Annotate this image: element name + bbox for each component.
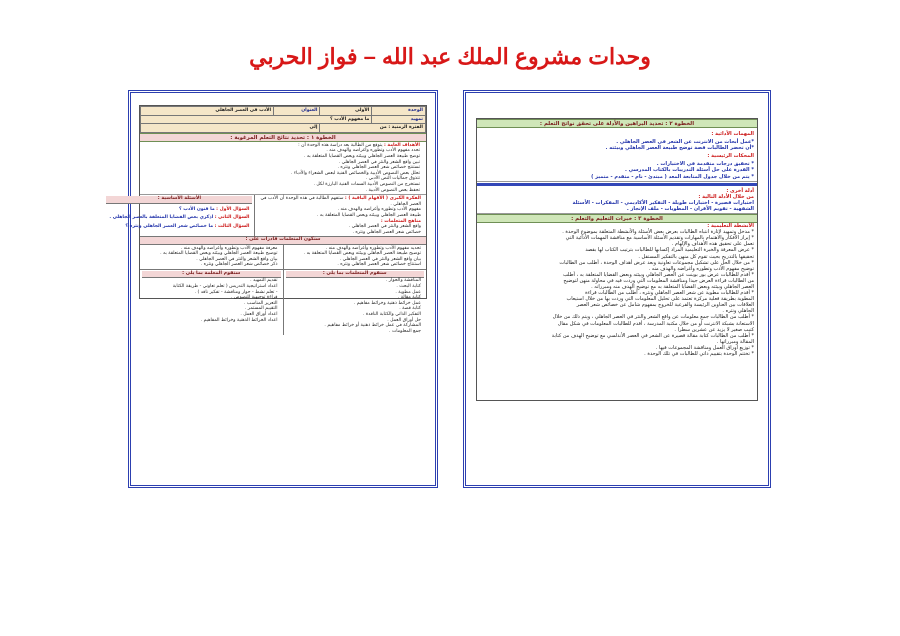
list-item: مناهج المتعلمات : [380, 218, 421, 224]
list-item: معرفة مفهوم الأدب وتطوره وأغراضه والهدف منه . [180, 245, 278, 251]
list-item: كتيب صغير لا يزيد عن عشرين سطرا . [674, 326, 754, 333]
teacher-role-block [140, 270, 284, 335]
list-item: * أطلب من الطالبات جمع معلومات عن واقع الشعر والنثر في العصر الجاهلي ، ويتم ذلك من خلال [552, 314, 754, 321]
step3-header: الخطوة ٢ : تحديد البراهين والأدلة على تحقق نواتج التعلم : [477, 119, 757, 128]
list-item: تحفظ بعض النصوص الأدبية . [365, 187, 420, 193]
performance-tasks-block [477, 128, 757, 182]
step1-header: الخطوة ١ : تحديد نتائج التعلم المرغوبة : [140, 133, 426, 142]
list-item: التفكير الذاتي والكتابة الناقدة . [362, 312, 421, 318]
unit-value: الأولى [320, 107, 372, 116]
question-text: اذكري بعض القضايا المتعلقة بالعصر الجاهلي . [109, 215, 214, 221]
list-item: كتابة مقالة . [397, 295, 421, 301]
list-item: كتابة قصة . [399, 306, 421, 312]
question-text: ما فنون الأدب ؟ [179, 206, 215, 212]
list-item: * تحقيق درجات متقدمة في الاختبارات . [656, 161, 754, 168]
question-label: السؤال الثاني : [214, 215, 250, 221]
list-item: كتابة البحث . [396, 284, 421, 290]
list-item: تستخرج من النصوص الأدبية السمات الفنية البارزة لكل . [313, 181, 420, 187]
period-to: إلى [141, 124, 320, 133]
list-item: تعمل على تحقيق هذه الأهداف والإلهام . [671, 241, 754, 248]
list-item: حل أوراق العمل . [387, 317, 421, 323]
list-item: المقالة ومبرراتها . [716, 338, 754, 345]
question-label: السؤال الثالث : [214, 223, 250, 229]
list-item: عمل مطوية . [395, 289, 421, 295]
list-item: توضيح طبيعة العصر الجاهلي وبيئته وبعض القضايا المتعلقة به . [303, 251, 421, 257]
list-item: توضح طبيعة العصر الجاهلي وبيئته وبعض القضايا المتعلقة به . [304, 153, 420, 159]
teacher-header: ستقوم المعلمة بما يلي : [142, 271, 281, 278]
evidence-sheet [463, 90, 771, 488]
list-item: بيان واقع الشعر والنثر في العصر الجاهلي . [196, 256, 278, 262]
list-item: عمل خرائط ذهنية وخرائط مفاهيم . [353, 300, 421, 306]
unit-plan-sheet [109, 90, 438, 488]
list-item: تستنتج خصائص شعر العصر الجاهلي ونثره . [337, 165, 420, 171]
list-item: توضيح مفهوم الأدب وتطوره وأغراضه والهدف منه . [648, 265, 754, 272]
list-item: العصر الجاهلي . [390, 201, 421, 207]
able-header: ستكون المتعلمات قادرات على : [140, 237, 426, 244]
list-item: * أقدم للطالبات مطوية عن شعر العصر الجاهلي ونثره ، أطلب من الطالبات قراءة [585, 290, 754, 297]
understanding-title: الفكرة الكبرى ( الأفهام الباقية ) : [344, 196, 421, 202]
general-goals-intro: يتوقع من الطالبة بعد دراسة هذه الوحدة أن : [298, 142, 383, 148]
list-item: الاستعانة بشبكة الانترنت أو من خلال مكتبة المدرسة ، أقدم للطالبات المعلومات في شكل مقال [557, 320, 754, 327]
list-item: * تختتم الوحدة بتقييم ذاتي للطالبات في تلك الوحدة . [644, 351, 754, 357]
list-item: تحدد مفهوم الأدب وتطوره وأغراضه والهدف منه . [326, 148, 420, 154]
essential-questions-block [104, 195, 255, 236]
list-item: * أطلب من الطالبات كتابة مقالة قصيرة عن الشعر في العصر الأندلسي مع توضيح الهدف من كتابة [551, 332, 754, 339]
list-item: ذكر خصائص شعر العصر الجاهلي ونثره . [200, 262, 278, 268]
list-item: * مدخل وتمهيد لإثارة انتباه الطالبات بعرض بعض الأسئلة والأنشطة المتعلقة بموضوع الوحدة . [562, 229, 754, 236]
list-item: - تعلم نشط - حوار ومناقشة - تفكير ناقد ) . [194, 289, 278, 295]
list-item: واقع الشعر والنثر في العصر الجاهلي . [348, 224, 421, 230]
list-item: * عرض المعرفة والخبرة التعليمية المراد إكسابها للطالبات بترتيب الكتاب لها بقصد [585, 247, 754, 254]
general-goals-block [140, 142, 426, 195]
lesson-label: تمهيد [372, 115, 426, 124]
list-item: تبين واقع الشعر والنثر في العصر الجاهلي . [338, 159, 420, 165]
title-value: الأدب في العصر الجاهلي [141, 107, 274, 116]
understanding-intro: ستفهم الطالبة في هذه الوحدة أن الأدب في [260, 196, 344, 202]
performance-tasks-title: المهمات الأدائية : [711, 131, 754, 137]
list-item: اختبارات قصيرة - اختبارات طويلة - التفكير الأكاديمي - المفكرات - الأسئلة [572, 199, 754, 206]
list-item: اعداد أوراق العمل . [240, 312, 278, 318]
other-evidence-title: أدلة أخرى : [726, 187, 754, 194]
unit-label: الوحدة [372, 107, 426, 116]
question-text: ما خصائص شعر العصر الجاهلي ونثره ؟ [125, 223, 214, 229]
list-item: * إبراز الأفكار والاهتمام بالمهارات وتقديم الأسئلة الأساسية مع مناقشة المهمات الأدائية التي [565, 235, 754, 242]
other-evidence-block [477, 187, 757, 214]
list-item: خصائص شعر العصر الجاهلي ونثره . [352, 229, 421, 235]
list-item: طبيعة العصر الجاهلي وبيئته وبعض القضايا المتعلقة به . [317, 212, 421, 218]
step4-header: الخطوة ٣ : خبرات التعليم والتعلم : [477, 214, 757, 223]
divider [477, 183, 757, 186]
questions-understanding-row [109, 195, 426, 237]
list-item: *أن تحضر الطالبات قصة توضح طبيعة العصر الجاهلي وبيئته . [605, 145, 754, 152]
list-item: اعداد استراتيجية التدريس ( تعلم تعاوني - طريقة الكتابة [172, 284, 278, 290]
list-item: التعزيز المناسب . [244, 300, 278, 306]
roles-row [140, 270, 426, 335]
activities-block [477, 223, 757, 357]
able-left [140, 245, 284, 269]
list-item: * توزيع أوراق العمل ومناقشة المجموعات فيها . [655, 344, 754, 351]
student-header: ستقوم المتعلمات بما يلي : [286, 271, 425, 278]
list-item: تتذوق جماليات النص الأدبي . [365, 176, 420, 182]
list-item: * القدرة على حل أسئلة التدريبات بالكتاب المدرسي . [624, 167, 754, 174]
lesson-value: ما مفهوم الأدب ؟ [141, 115, 372, 124]
page-title: وحدات مشروع الملك عبد الله – فواز الحربي [249, 44, 651, 69]
list-item: توضيح طبيعة العصر الجاهلي وبيئته وبعض القضايا المتعلقة به . [160, 251, 278, 257]
list-item: مفهوم الأدب وتطوره وأغراضه والهدف منه . [337, 207, 421, 213]
list-item: * من خلال الحل على تشكيل مجموعات تعاونية وبعد عرض أهداف الوحدة ، أطلب من الطالبات [559, 259, 754, 266]
other-evidence-subtitle: من خلال الأدلة التالية : [698, 193, 754, 200]
evidence-table [476, 118, 758, 401]
essential-questions-header: الأسئلة الأساسية : [106, 196, 252, 203]
list-item: استنتاج خصائص شعر العصر الجاهلي ونثره . [337, 262, 421, 268]
criteria-title: المحكات الرئيسية : [707, 153, 754, 160]
list-item: جمع المعلومات . [389, 328, 421, 334]
general-goals-title: الأهداف العامة : [383, 142, 420, 148]
list-item: الجاهلي ونثره . [722, 308, 754, 315]
list-item: بيان واقع الشعر والنثر في العصر الجاهلي . [339, 256, 421, 262]
list-item: تحقيقها بالتدريج بحيث تقوم كل منهن بالتفكير المستقل . [638, 253, 754, 260]
list-item: الشفهية - تقويم الأقران - المطويات - ملف الإنجاز . [626, 205, 754, 212]
list-item: * أقدم للطالبات عرض بور بوينت عن العصر الجاهلي وبيئته وبعض القضايا المتعلقة به ، أطلب [563, 271, 754, 278]
student-role-block [284, 270, 427, 335]
list-item: * يتم من خلال جدول المتابعة المعد ( مبتدئ - نام - متقدم - متميز ) [591, 173, 754, 180]
unit-header-table [140, 106, 426, 133]
list-item: تحديد مفهوم الأدب وتطوره وأغراضه والهدف منه . [325, 245, 421, 251]
able-row [140, 245, 426, 270]
list-item: تقديم التمهيد . [250, 278, 278, 284]
list-item: العلاقات بين العناوين الرئيسة والفرعية للخروج بمفهوم شامل عن خصائص شعر العصر [576, 302, 754, 309]
list-item: العصر الجاهلي وبيئته وبعض القضايا المتعلقة به مع توضيح الهدف منه ومبرراته . [591, 283, 754, 290]
list-item: المطوية بطريقة فعلية مركزة تعتمد على تحليل المعلومات التي وردت بها من خلال استيعاب [566, 296, 754, 303]
period-from: الفترة الزمنية : من [320, 124, 426, 133]
question-label: السؤال الأول : [216, 206, 250, 212]
list-item: اعداد الخرائط الذهنية وخرائط المفاهيم . [200, 317, 278, 323]
list-item: التقييم المستمر . [244, 306, 278, 312]
activities-title: الأنشطة التعليمية : [707, 223, 754, 230]
list-item: تحلل بعض النصوص الأدبية والخصائص الفنية لبعض الشعراء والأدباء . [291, 170, 420, 176]
list-item: قراءة توجيهية للنصوص . [231, 295, 278, 301]
title-label: العنوان [274, 107, 320, 116]
list-item: المناقشة والحوار . [386, 278, 421, 284]
able-right [284, 245, 427, 269]
understanding-block [255, 195, 426, 236]
unit-plan-table [109, 105, 427, 334]
list-item: المشاركة في عمل خرائط ذهنية أو خرائط مفاهيم . [324, 323, 421, 329]
list-item: *عمل أبحاث من الانترنت عن الشعر في العصر الجاهلي . [616, 139, 754, 146]
list-item: من الطالبات قراءة العرض جيدا ومناقشة المعلومات التي وردت فيه في محاولة منهن لتوضيح [563, 277, 754, 284]
